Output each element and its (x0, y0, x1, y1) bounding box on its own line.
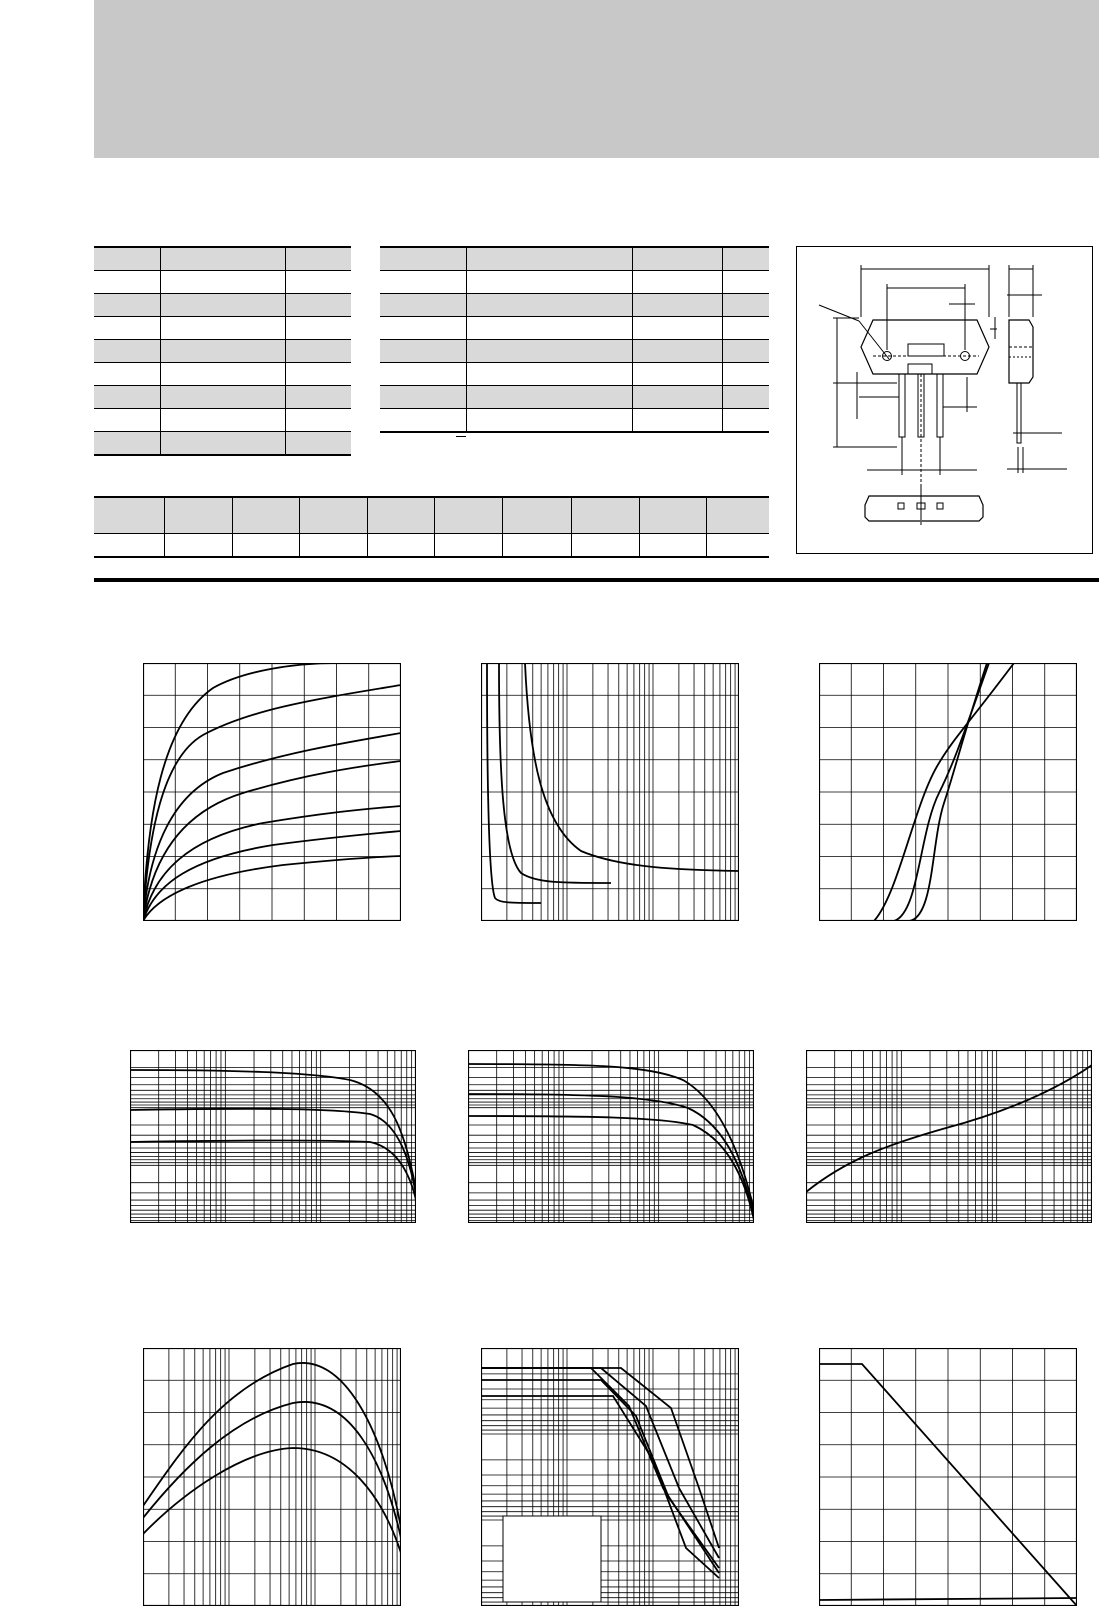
hfe-table (94, 496, 769, 558)
table-row (380, 317, 769, 340)
chart-frame (807, 1051, 1092, 1223)
table-header-row (94, 247, 351, 271)
table-row (94, 340, 351, 363)
chart-grid (130, 1050, 416, 1223)
chart-vce-ib (481, 663, 739, 921)
chart-grid (143, 1348, 401, 1606)
header-band (94, 0, 1099, 158)
chart-ic-vbe (819, 663, 1077, 921)
section-divider (94, 578, 1099, 582)
chart-series (143, 1363, 401, 1553)
chart-series (806, 1065, 1092, 1192)
series-line (525, 663, 739, 871)
chart-svg (481, 663, 739, 921)
series-line (499, 663, 611, 883)
table-row (94, 317, 351, 340)
series-line (468, 1116, 754, 1220)
table-row (94, 533, 769, 557)
chart-svg (130, 1050, 416, 1223)
series-line (468, 1094, 754, 1215)
series-line (130, 1141, 416, 1201)
chart-svg (143, 1348, 401, 1606)
chart-power-derating (819, 1348, 1077, 1606)
table-row (94, 363, 351, 386)
chart-svg (468, 1050, 754, 1223)
chart-hfe-ic-2 (468, 1050, 754, 1223)
chart-vce-sat (806, 1050, 1092, 1223)
chart-series (487, 663, 739, 903)
chart-svg (819, 663, 1077, 921)
chart-safe-operating-area (481, 1348, 739, 1606)
table-row (380, 271, 769, 294)
chart-hfe-ic-1 (130, 1050, 416, 1223)
electrical-table (380, 246, 769, 433)
chart-svg (481, 1348, 739, 1606)
chart-svg (143, 663, 401, 921)
chart-ft-ie (143, 1348, 401, 1606)
table-row (380, 340, 769, 363)
footnote-mark (456, 436, 466, 437)
package-outline-box (796, 246, 1093, 554)
series-line (130, 1070, 416, 1190)
table-header-row (94, 497, 769, 533)
package-outline-drawing (797, 247, 1092, 553)
table-row (380, 386, 769, 409)
chart-ic-vce (143, 663, 401, 921)
series-line (143, 1363, 401, 1528)
table-row (380, 294, 769, 317)
chart-frame (131, 1051, 416, 1223)
series-line (143, 1402, 401, 1538)
table-row (94, 386, 351, 409)
chart-grid (143, 663, 401, 921)
series-line (819, 1598, 1077, 1600)
table-row (94, 432, 351, 456)
table-header-row (380, 247, 769, 271)
chart-svg (819, 1348, 1077, 1606)
series-line (143, 1448, 401, 1553)
table-row (94, 409, 351, 432)
table-row (94, 271, 351, 294)
table-row (94, 294, 351, 317)
chart-grid (819, 1348, 1077, 1606)
chart-svg (806, 1050, 1092, 1223)
chart-legend-box (503, 1516, 601, 1602)
series-line (806, 1065, 1092, 1192)
chart-grid (806, 1050, 1092, 1223)
table-row (380, 363, 769, 386)
table-row (380, 409, 769, 433)
ratings-table (94, 246, 351, 456)
series-line (130, 1109, 416, 1195)
